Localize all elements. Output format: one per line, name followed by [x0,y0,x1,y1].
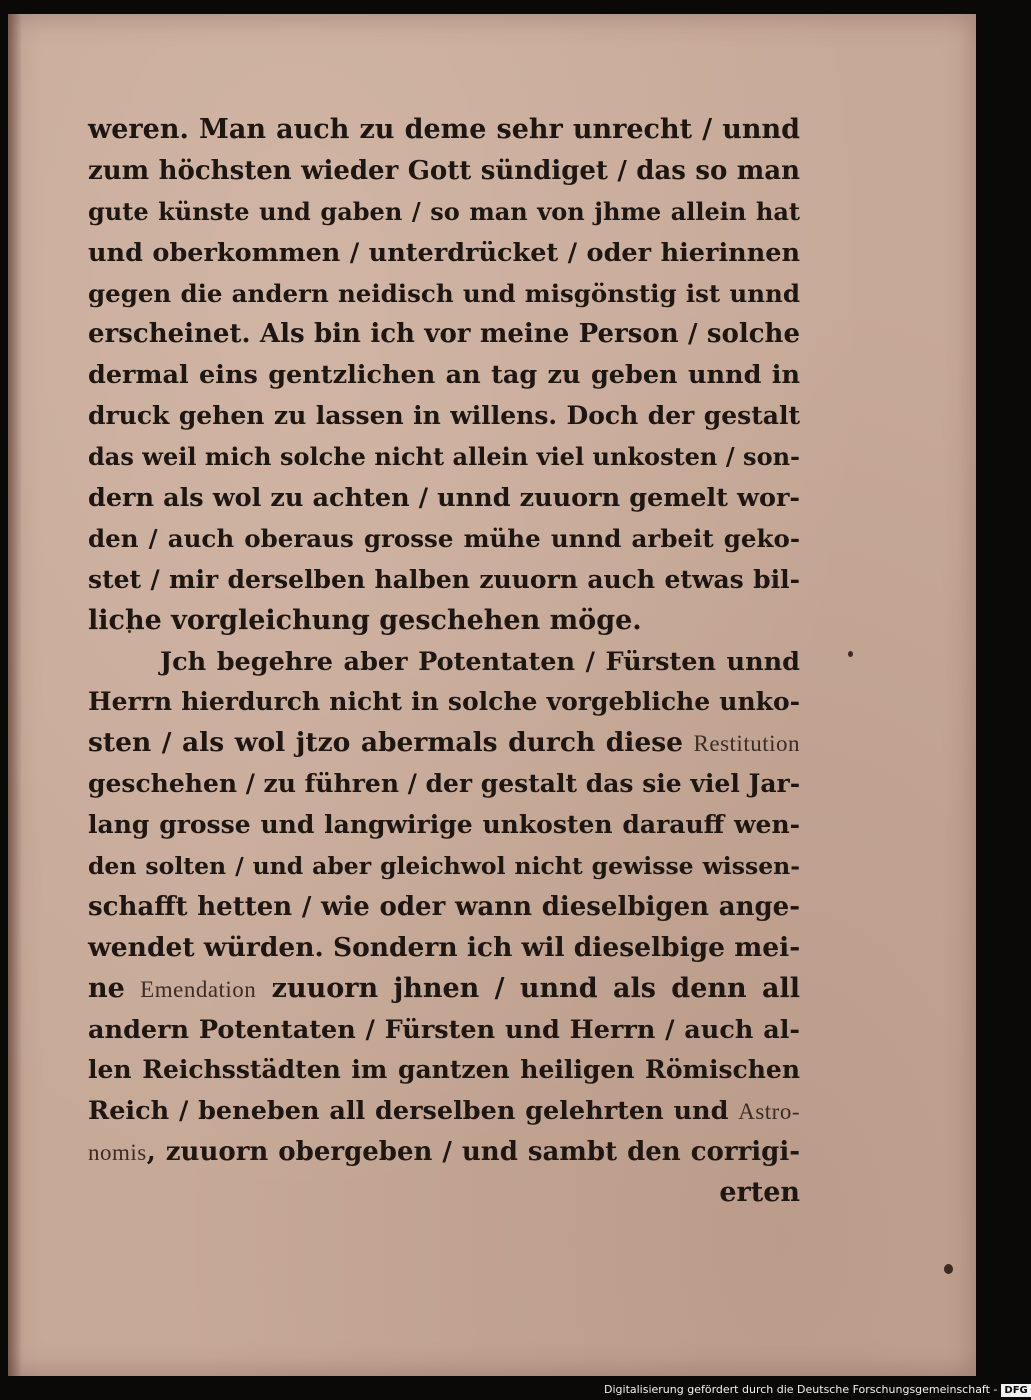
line-text: , zuuorn obergeben / und sambt den corrigi- [146,1137,800,1168]
line-text: schafft hetten / wie oder wann dieselbigen ange- [88,891,800,922]
text-line [88,396,800,437]
text-line [88,519,800,560]
text-line [88,805,800,846]
book-page [8,14,976,1376]
text-line [88,560,800,601]
text-line [88,314,800,355]
line-text: dern als wol zu achten / unnd zuuorn gemelt wor- [88,483,800,514]
line-text: und oberkommen / unterdrücket / oder hierinnen [88,237,800,268]
ink-speck [848,651,853,657]
line-text: liche vorgleichung geschehen möge. [88,604,642,636]
ink-speck [944,1264,953,1274]
line-text: dermal eins gentzlichen an tag zu geben unnd in [88,360,800,391]
antiqua-word: Emendation [140,976,257,1002]
text-line [88,601,800,642]
line-text: druck gehen zu lassen in willens. Doch der gestalt [88,401,800,431]
line-text: das weil mich solche nicht allein viel unkosten / son- [88,442,800,472]
digitization-footer [604,1382,1028,1398]
body-text [88,110,800,1214]
text-line [88,1132,800,1173]
text-line [88,437,800,478]
line-text: weren. Man auch zu deme sehr unrecht / unnd [88,114,800,145]
line-text: erscheinet. Als bin ich vor meine Person / solche [88,319,800,350]
text-line [88,764,800,805]
line-text: stet / mir derselben halben zuuorn auch etwas bil- [88,564,800,594]
text-line [88,846,800,887]
text-line [88,723,800,764]
dfg-logo: DFG [1001,1384,1030,1397]
text-line [88,355,800,396]
line-text: len Reichsstädten im gantzen heiligen Römischen [88,1055,800,1085]
text-line [88,682,800,723]
page-gutter-shadow [8,14,22,1376]
text-line [88,478,800,519]
line-text: zum höchsten wieder Gott sündiget / das so man [88,155,800,186]
catchword: erten [719,1177,800,1209]
text-line [88,151,800,192]
line-text: den / auch oberaus grosse mühe unnd arbeit geko- [88,523,800,553]
antiqua-word: Restitution [693,731,800,757]
line-text: Jch begehre aber Potentaten / Fürsten unnd [160,646,800,677]
text-line [88,969,800,1010]
antiqua-word: nomis [88,1140,147,1166]
text-line [88,233,800,274]
text-line [88,274,800,315]
line-text: geschehen / zu führen / der gestalt das sie viel Jar- [88,769,801,799]
text-line [88,1050,800,1091]
text-line [88,642,800,683]
line-text: sten / als wol jtzo abermals durch diese [88,727,694,759]
text-line [88,1091,800,1132]
text-line [88,110,800,151]
line-text: gute künste und gaben / so man von jhme allein hat [88,196,800,226]
line-text: ne [88,972,141,1004]
line-text: wendet würden. Sondern ich wil dieselbige mei- [88,931,801,963]
text-line [88,1010,800,1051]
antiqua-word: Astro- [738,1099,800,1125]
line-text: lang grosse und langwirige unkosten darauff wen- [88,810,800,840]
line-text: den solten / und aber gleichwol nicht gewisse wissen- [88,852,800,881]
line-text: gegen die andern neidisch und misgönstig ist unnd [88,278,800,308]
line-text: zuuorn jhnen / unnd als denn all [256,972,800,1004]
line-text: Reich / beneben all derselben gelehrten und [88,1096,739,1127]
footer-credit-text: Digitalisierung gefördert durch die Deutsche Forschungsgemeinschaft - [604,1383,998,1396]
line-text: andern Potentaten / Fürsten und Herrn / auch al- [88,1014,800,1045]
text-line [88,928,800,969]
text-line [88,192,800,233]
text-line [88,887,800,928]
line-text: Herrn hierdurch nicht in solche vorgebliche unko- [88,687,800,717]
